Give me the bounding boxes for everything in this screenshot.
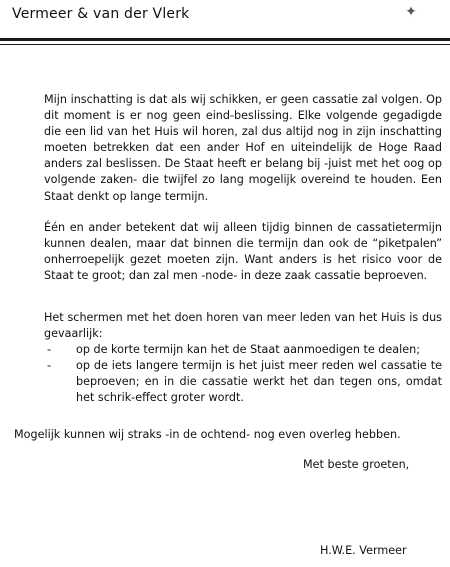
risk-intro: Het schermen met het doen horen van meer leden van het Huis is dus gevaarlijk: [44,311,442,341]
corner-mark-icon: ✦ [405,4,417,20]
risk-bullet-item [44,342,442,358]
risk-bullet-text: op de korte termijn kan het de Staat aanmoedigen te dealen; [76,343,420,357]
risk-bullet-list [44,342,442,406]
paragraph-settlement-assessment: Mijn inschatting is dat als wij schikken, er geen cassatie zal volgen. Op dit moment is er nog geen eind-beslissing. Elke volgende gegadigde die een lid van het Huis wil horen, zal dus altijd nog in zijn inschatting moeten betrekken dat een ander Hof en uiteindelijk de Hoge Raad anders zal beslissen. De Staat heeft er belang bij -juist met het oog op volgende zaken- die twijfel zo lang mogelijk overeind te houden. Een Staat denkt op lange termijn. [44,93,442,203]
bullet-marker: - [47,359,52,373]
letterhead-rule-thick [0,38,450,41]
risk-bullet-item [44,358,442,406]
paragraph-cassation-term: Één en ander betekent dat wij alleen tijdig binnen de cassatietermijn kunnen dealen, maar dat binnen die termijn dan ook de “piketpalen” onherroepelijk gezet moeten zijn. Want anders is het risico voor de Staat te groot; dan zal men -node- in deze zaak cassatie beproeven. [44,221,442,283]
risk-bullet-text: op de iets langere termijn is het juist meer reden wel cassatie te beproeven; en in die cassatie werkt het dan tegen ons, omdat het schrik-effect groter wordt. [76,359,442,405]
signature: H.W.E. Vermeer [320,544,407,557]
greeting: Met beste groeten, [303,458,410,471]
letterhead-name: Vermeer & van der Vlerk [12,6,190,22]
bullet-marker: - [47,343,52,357]
paragraph-risk [44,310,442,407]
letterhead-rule-thin [0,44,450,45]
closing-line: Mogelijk kunnen wij straks -in de ochtend- nog even overleg hebben. [14,428,401,441]
